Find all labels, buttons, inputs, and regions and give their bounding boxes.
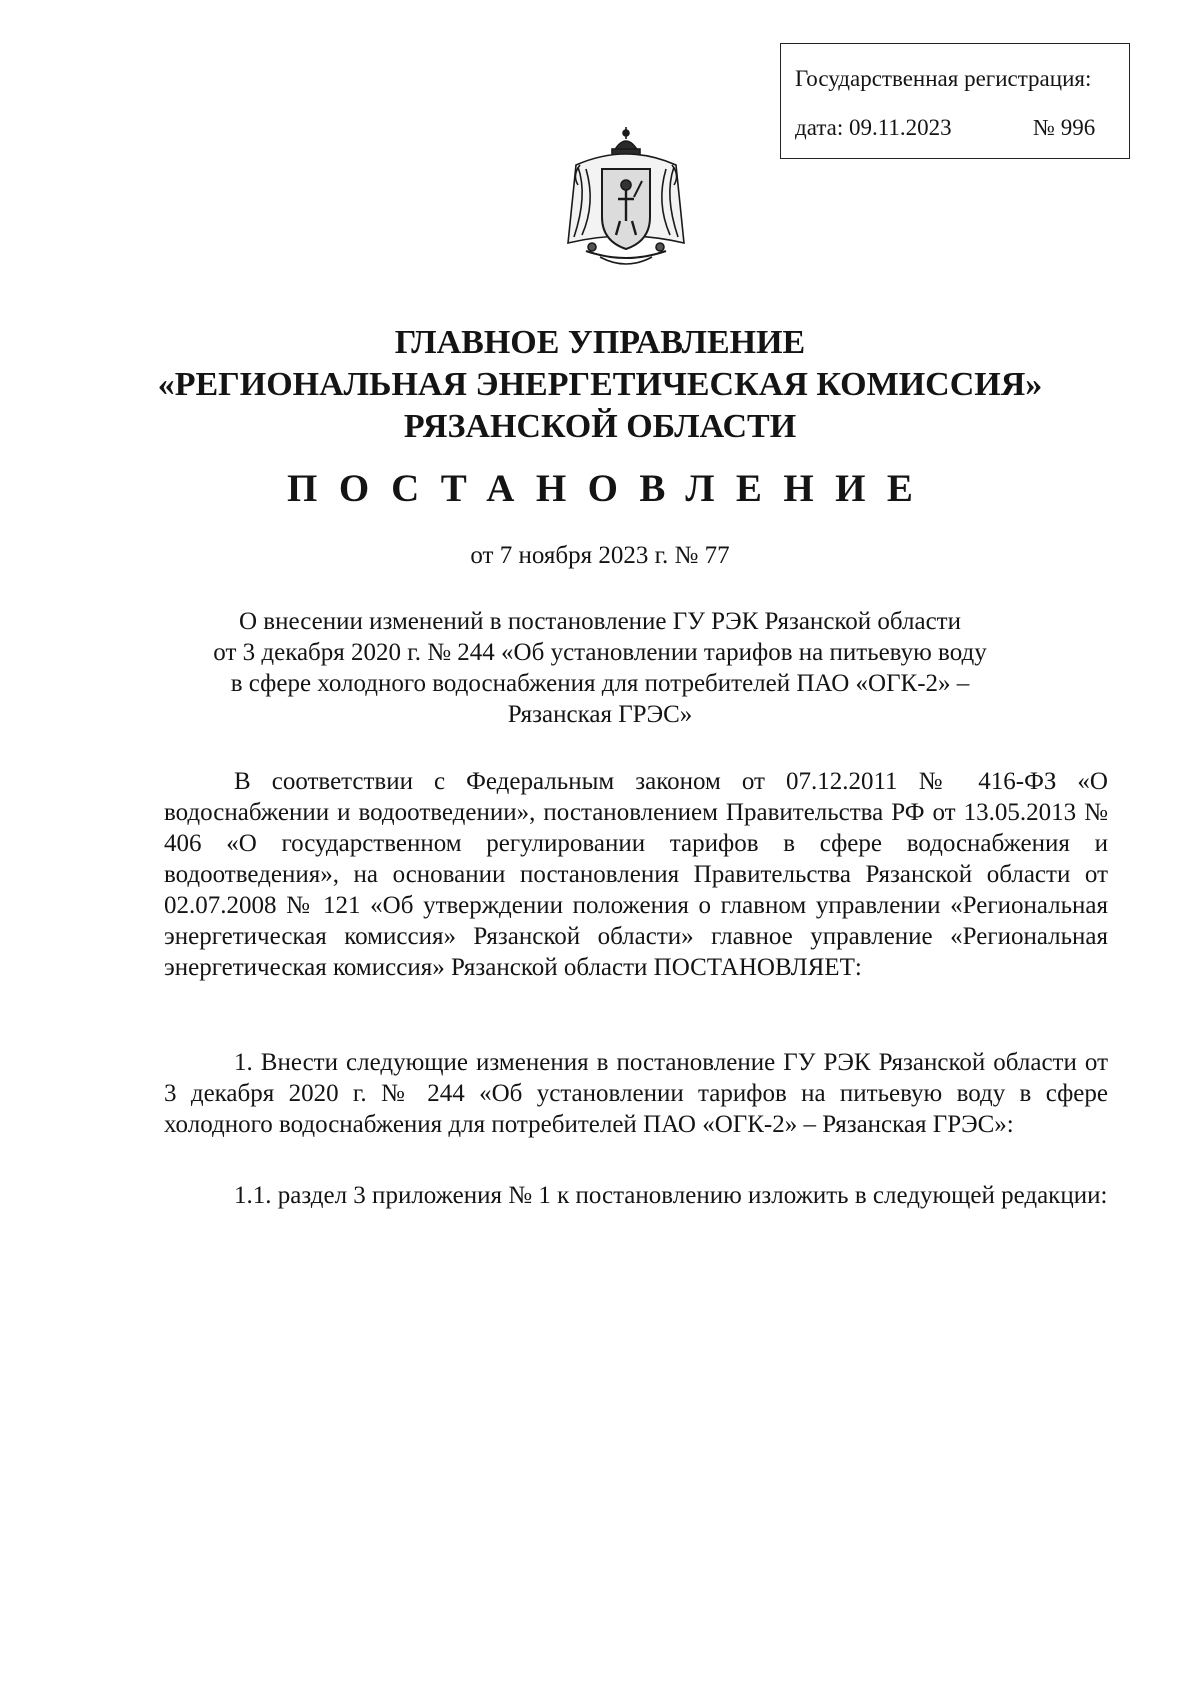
registration-date: дата: 09.11.2023: [795, 115, 952, 140]
ryazan-coat-of-arms-icon: [556, 125, 696, 275]
org-line: ГЛАВНОЕ УПРАВЛЕНИЕ: [394, 324, 806, 361]
subject-line: от 3 декабря 2020 г. № 244 «Об установлении тарифов на питьевую воду: [213, 639, 987, 666]
clause-1-paragraph: 1. Внести следующие изменения в постановление ГУ РЭК Рязанской области от 3 декабря 2020 г. № 244 «Об установлении тарифов на питьевую воду в сфере холодного водоснабжения для потребителей ПАО «ОГК-2» – Рязанская ГРЭС»:: [164, 1049, 1108, 1138]
registration-stamp: [780, 43, 1130, 159]
document-type-heading: ПОСТАНОВЛЕНИЕ: [287, 467, 935, 510]
org-line: РЯЗАНСКОЙ ОБЛАСТИ: [403, 408, 797, 445]
clause-1-1-paragraph: 1.1. раздел 3 приложения № 1 к постановлению изложить в следующей редакции:: [234, 1182, 1108, 1209]
document-date-number: от 7 ноября 2023 г. № 77: [470, 542, 730, 569]
subject-line: О внесении изменений в постановление ГУ РЭК Рязанской области: [239, 608, 961, 635]
organization-name: [100, 322, 1100, 448]
registration-title: Государственная регистрация:: [795, 66, 1092, 91]
document-subject: [100, 606, 1100, 730]
registration-number: № 996: [1033, 115, 1096, 140]
legal-basis-paragraph: В соответствии с Федеральным законом от 07.12.2011 № 416-ФЗ «О водоснабжении и водоотведении», постановлением Правительства РФ от 13.05.2013 № 406 «О государственном регулировании тарифов в сфере водоснабжения и водоотведения», на основании постановления Правительства Рязанской области от 02.07.2008 № 121 «Об утверждении положения о главном управлении «Региональная энергетическая комиссия» Рязанской области» главное управление «Региональная энергетическая комиссия» Рязанской области ПОСТАНОВЛЯЕТ:: [164, 768, 1108, 981]
org-line: «РЕГИОНАЛЬНАЯ ЭНЕРГЕТИЧЕСКАЯ КОМИССИЯ»: [157, 366, 1043, 403]
subject-line: в сфере холодного водоснабжения для потребителей ПАО «ОГК-2» –: [230, 670, 970, 697]
subject-line: Рязанская ГРЭС»: [507, 701, 693, 728]
